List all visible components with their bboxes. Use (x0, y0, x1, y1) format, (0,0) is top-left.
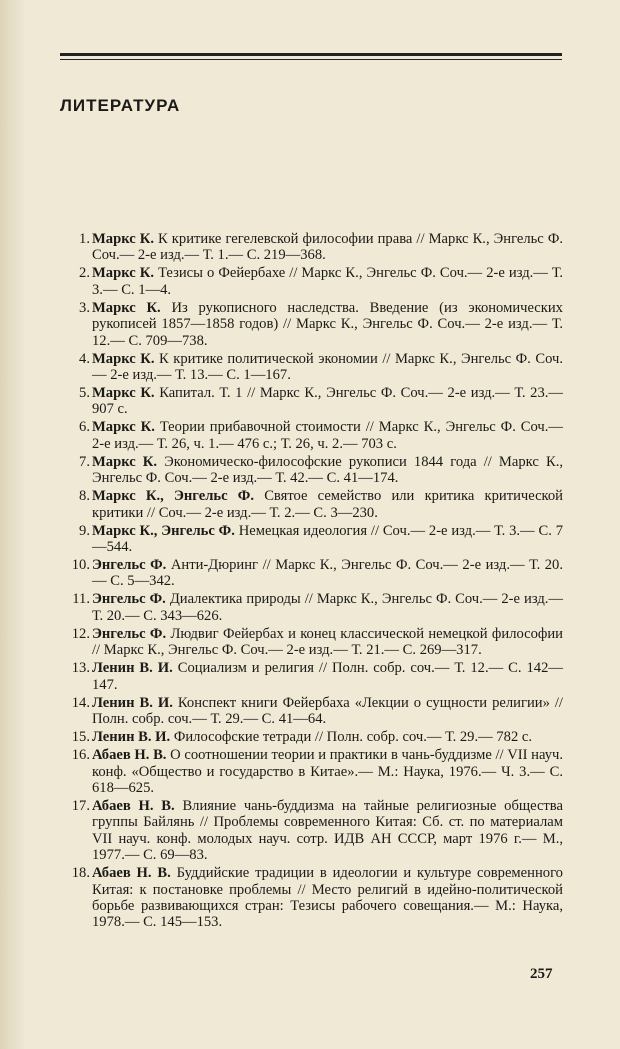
reference-item (60, 557, 563, 590)
reference-citation: Конспект книги Фейербаха «Лекции о сущности религии» // Полн. собр. соч.— Т. 29.— С. 41—64. (92, 694, 563, 728)
reference-item (60, 747, 563, 796)
reference-number: 14. (71, 694, 90, 711)
page-edge-shadow (0, 0, 26, 1049)
reference-text (92, 626, 563, 659)
reference-text (92, 865, 563, 931)
reference-item (60, 300, 563, 349)
reference-author: Маркс К. (92, 231, 154, 247)
reference-number: 9. (79, 522, 90, 539)
reference-item (60, 695, 563, 728)
reference-number: 2. (79, 265, 90, 282)
reference-citation: Социализм и религия // Полн. собр. соч.— Т. 12.— С. 142—147. (92, 660, 563, 693)
reference-text (92, 300, 563, 349)
section-heading: ЛИТЕРАТУРА (60, 96, 181, 115)
reference-author: Ленин В. И. (92, 729, 171, 746)
reference-item (60, 488, 563, 521)
reference-number: 12. (71, 625, 90, 642)
reference-author: Маркс К. (92, 265, 154, 282)
reference-item (60, 265, 563, 298)
reference-author: Абаев Н. В. (92, 865, 171, 882)
reference-number: 4. (79, 350, 90, 367)
reference-citation: Людвиг Фейербах и конец классической немецкой философии // Маркс К., Энгельс Ф. Соч.— 2-е изд.— Т. 21.— С. 269—317. (92, 625, 563, 659)
reference-author: Абаев Н. В. (92, 797, 175, 814)
reference-author: Маркс К. (92, 350, 155, 367)
reference-author: Маркс К., Энгельс Ф. (92, 522, 235, 539)
reference-item (60, 591, 563, 624)
reference-number: 1. (79, 231, 90, 247)
reference-author: Маркс К., Энгельс Ф. (92, 488, 254, 505)
reference-text (92, 265, 563, 298)
reference-text (92, 231, 563, 264)
reference-citation: Святое семейство или критика критической критики // Соч.— 2-е изд.— Т. 2.— С. 3—230. (92, 488, 563, 521)
reference-number: 13. (71, 660, 90, 677)
reference-item (60, 419, 563, 452)
reference-item (60, 523, 563, 556)
reference-number: 11. (72, 591, 90, 608)
reference-citation: Капитал. Т. 1 // Маркс К., Энгельс Ф. Соч.— 2-е изд.— Т. 23.— 907 с. (92, 385, 563, 418)
reference-number: 17. (71, 797, 90, 814)
reference-citation: О соотношении теории и практики в чань-буддизме // VII науч. конф. «Общество и государство в Китае».— М.: Наука, 1976.— Ч. 3.— С. 618—625. (92, 747, 563, 796)
reference-text (92, 747, 563, 796)
reference-item (60, 865, 563, 931)
reference-citation: К критике политической экономии // Маркс К., Энгельс Ф. Соч.— 2-е изд.— Т. 13.— С. 1—167. (92, 350, 563, 384)
reference-text (92, 557, 563, 590)
reference-text (92, 351, 563, 384)
reference-author: Маркс К. (92, 385, 155, 402)
reference-number: 7. (79, 453, 90, 470)
reference-number: 16. (71, 747, 90, 764)
reference-citation: К критике гегелевской философии права // Маркс К., Энгельс Ф. Соч.— 2-е изд.— Т. 1.— С. 219—368. (92, 231, 563, 264)
reference-item (60, 729, 563, 745)
reference-citation: Влияние чань-буддизма на тайные религиозные общества группы Байлянь // Проблемы современного Китая: Сб. ст. по материалам VII науч. конф. молодых науч. сотр. ИДВ АН СССР, март 1976 г.— М., 1977.— С. 69—83. (92, 797, 563, 864)
reference-author: Маркс К. (92, 299, 161, 316)
reference-citation: Экономическо-философские рукописи 1844 года // Маркс К., Энгельс Ф. Соч.— 2-е изд.— Т. 42.— С. 41—174. (92, 453, 564, 487)
reference-citation: Буддийские традиции в идеологии и культуре современного Китая: к постановке проблемы // Место религий в идейно-политической борьбе развивающихся стран: Тезисы рабочего совещания.— М.: Наука, 1978.— С. 145—153. (92, 865, 563, 931)
reference-number: 10. (71, 557, 90, 574)
reference-author: Ленин В. И. (92, 660, 173, 677)
reference-number: 18. (71, 865, 90, 882)
reference-item (60, 231, 563, 264)
reference-item (60, 798, 563, 864)
reference-number: 6. (79, 419, 90, 436)
reference-item (60, 385, 563, 418)
reference-number: 3. (79, 299, 90, 316)
reference-number: 8. (79, 488, 90, 505)
reference-citation: Теории прибавочной стоимости // Маркс К., Энгельс Ф. Соч.— 2-е изд.— Т. 26, ч. 1.— 476 с.; Т. 26, ч. 2.— 703 с. (92, 419, 564, 452)
reference-text (92, 729, 563, 745)
header-rule-thick (60, 53, 562, 56)
reference-text (92, 660, 563, 693)
reference-text (92, 591, 563, 624)
reference-text (92, 454, 563, 487)
reference-author: Энгельс Ф. (92, 591, 166, 608)
reference-item (60, 660, 563, 693)
reference-text (92, 488, 563, 521)
reference-citation: Из рукописного наследства. Введение (из экономических рукописей 1857—1858 годов) // Маркс К., Энгельс Ф. Соч.— 2-е изд.— Т. 12.— С. 709—738. (92, 299, 563, 349)
reference-text (92, 385, 563, 418)
reference-author: Энгельс Ф. (92, 557, 167, 574)
reference-item (60, 626, 563, 659)
reference-list (60, 231, 563, 932)
reference-item (60, 351, 563, 384)
page-number: 257 (530, 966, 553, 982)
header-rule-thin (60, 59, 562, 60)
reference-text (92, 695, 563, 728)
reference-citation: Анти-Дюринг // Маркс К., Энгельс Ф. Соч.— 2-е изд.— Т. 20.— С. 5—342. (92, 557, 563, 590)
reference-citation: Диалектика природы // Маркс К., Энгельс Ф. Соч.— 2-е изд.— Т. 20.— С. 343—626. (92, 591, 564, 624)
reference-author: Маркс К. (92, 453, 158, 470)
reference-text (92, 798, 563, 864)
reference-number: 15. (71, 729, 90, 746)
reference-number: 5. (79, 385, 90, 402)
reference-citation: Немецкая идеология // Соч.— 2-е изд.— Т. 3.— С. 7—544. (92, 522, 563, 556)
reference-author: Ленин В. И. (92, 694, 173, 711)
reference-citation: Философские тетради // Полн. собр. соч.— Т. 29.— 782 с. (173, 729, 533, 746)
reference-item (60, 454, 563, 487)
reference-author: Абаев Н. В. (92, 747, 167, 764)
reference-text (92, 419, 563, 452)
reference-author: Энгельс Ф. (92, 625, 167, 642)
reference-text (92, 523, 563, 556)
reference-citation: Тезисы о Фейербахе // Маркс К., Энгельс Ф. Соч.— 2-е изд.— Т. 3.— С. 1—4. (92, 265, 564, 298)
reference-author: Маркс К. (92, 419, 155, 436)
